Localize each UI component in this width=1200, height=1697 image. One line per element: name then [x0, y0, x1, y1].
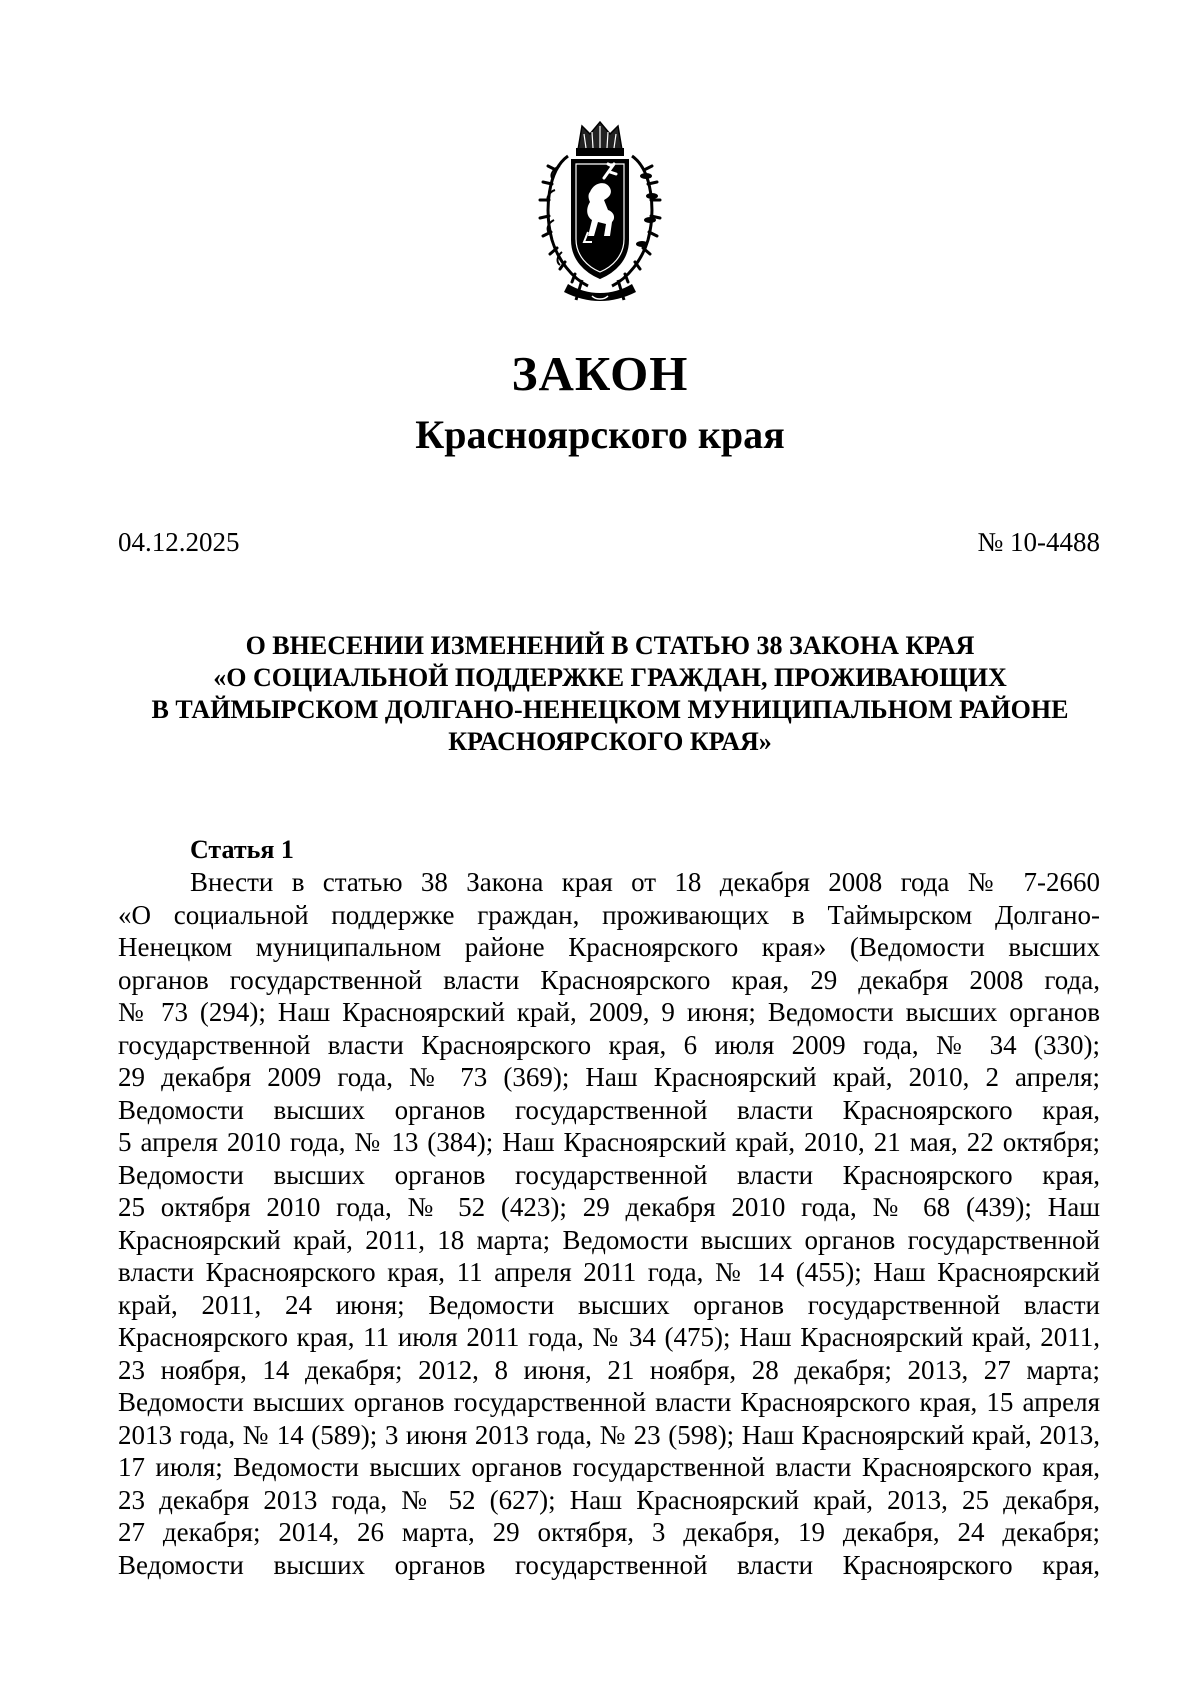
article-line: органов государственной власти Красноярского края, 29 декабря 2008 года, [118, 964, 1100, 995]
article-line: край, 2011, 24 июня; Ведомости высших органов государственной власти [118, 1289, 1100, 1320]
article-title: Статья 1 [190, 835, 294, 864]
law-subtitle: Красноярского края [415, 412, 785, 457]
article-line: Ведомости высших органов государственной власти Красноярского края, [118, 1094, 1100, 1125]
law-date: 04.12.2025 [118, 527, 240, 557]
document-heading [110, 630, 1110, 758]
article-line: Красноярского края, 11 июля 2011 года, № 34 (475); Наш Красноярский край, 2011, [118, 1322, 1100, 1352]
law-title: ЗАКОН [511, 346, 689, 401]
article-line: 29 декабря 2009 года, № 73 (369); Наш Красноярский край, 2010, 2 апреля; [118, 1062, 1100, 1092]
heading-line: «О СОЦИАЛЬНОЙ ПОДДЕРЖКЕ ГРАЖДАН, ПРОЖИВАЮЩИХ [213, 663, 1007, 692]
law-number: № 10-4488 [977, 527, 1100, 557]
article-line: № 73 (294); Наш Красноярский край, 2009, 9 июня; Ведомости высших органов [118, 997, 1100, 1027]
krasnoyarsk-coat-of-arms-icon [538, 120, 662, 308]
article-line: Красноярский край, 2011, 18 марта; Ведомости высших органов государственной [118, 1224, 1100, 1255]
article-body [118, 866, 1100, 1581]
meta-row [118, 526, 1100, 558]
article-line: 5 апреля 2010 года, № 13 (384); Наш Красноярский край, 2010, 21 мая, 22 октября; [118, 1127, 1100, 1157]
article-line: 17 июля; Ведомости высших органов государственной власти Красноярского края, [118, 1452, 1100, 1482]
heading-line: КРАСНОЯРСКОГО КРАЯ» [448, 727, 772, 756]
article-line: государственной власти Красноярского края, 6 июля 2009 года, № 34 (330); [118, 1029, 1100, 1060]
article-line: Внести в статью 38 Закона края от 18 декабря 2008 года № 7-2660 [190, 867, 1100, 897]
heading-line: В ТАЙМЫРСКОМ ДОЛГАНО-НЕНЕЦКОМ МУНИЦИПАЛЬНОМ РАЙОНЕ [151, 695, 1069, 724]
article-line: Ведомости высших органов государственной власти Красноярского края, [118, 1549, 1100, 1580]
article-line: 25 октября 2010 года, № 52 (423); 29 декабря 2010 года, № 68 (439); Наш [118, 1192, 1100, 1222]
article-line: Ненецком муниципальном районе Красноярского края» (Ведомости высших [118, 932, 1100, 962]
heading-line: О ВНЕСЕНИИ ИЗМЕНЕНИЙ В СТАТЬЮ 38 ЗАКОНА КРАЯ [245, 631, 975, 660]
article-line: 23 ноября, 14 декабря; 2012, 8 июня, 21 ноября, 28 декабря; 2013, 27 марта; [118, 1354, 1100, 1385]
article-line: 23 декабря 2013 года, № 52 (627); Наш Красноярский край, 2013, 25 декабря, [118, 1484, 1100, 1515]
article-line: 2013 года, № 14 (589); 3 июня 2013 года, № 23 (598); Наш Красноярский край, 2013, [118, 1419, 1100, 1450]
article-line: Ведомости высших органов государственной власти Красноярского края, 15 апреля [118, 1387, 1100, 1417]
article-line: 27 декабря; 2014, 26 марта, 29 октября, 3 декабря, 19 декабря, 24 декабря; [118, 1517, 1100, 1547]
article-line: «О социальной поддержке граждан, проживающих в Таймырском Долгано- [118, 899, 1100, 930]
article-line: Ведомости высших органов государственной власти Красноярского края, [118, 1159, 1100, 1190]
article-line: власти Красноярского края, 11 апреля 2011 года, № 14 (455); Наш Красноярский [118, 1257, 1100, 1287]
